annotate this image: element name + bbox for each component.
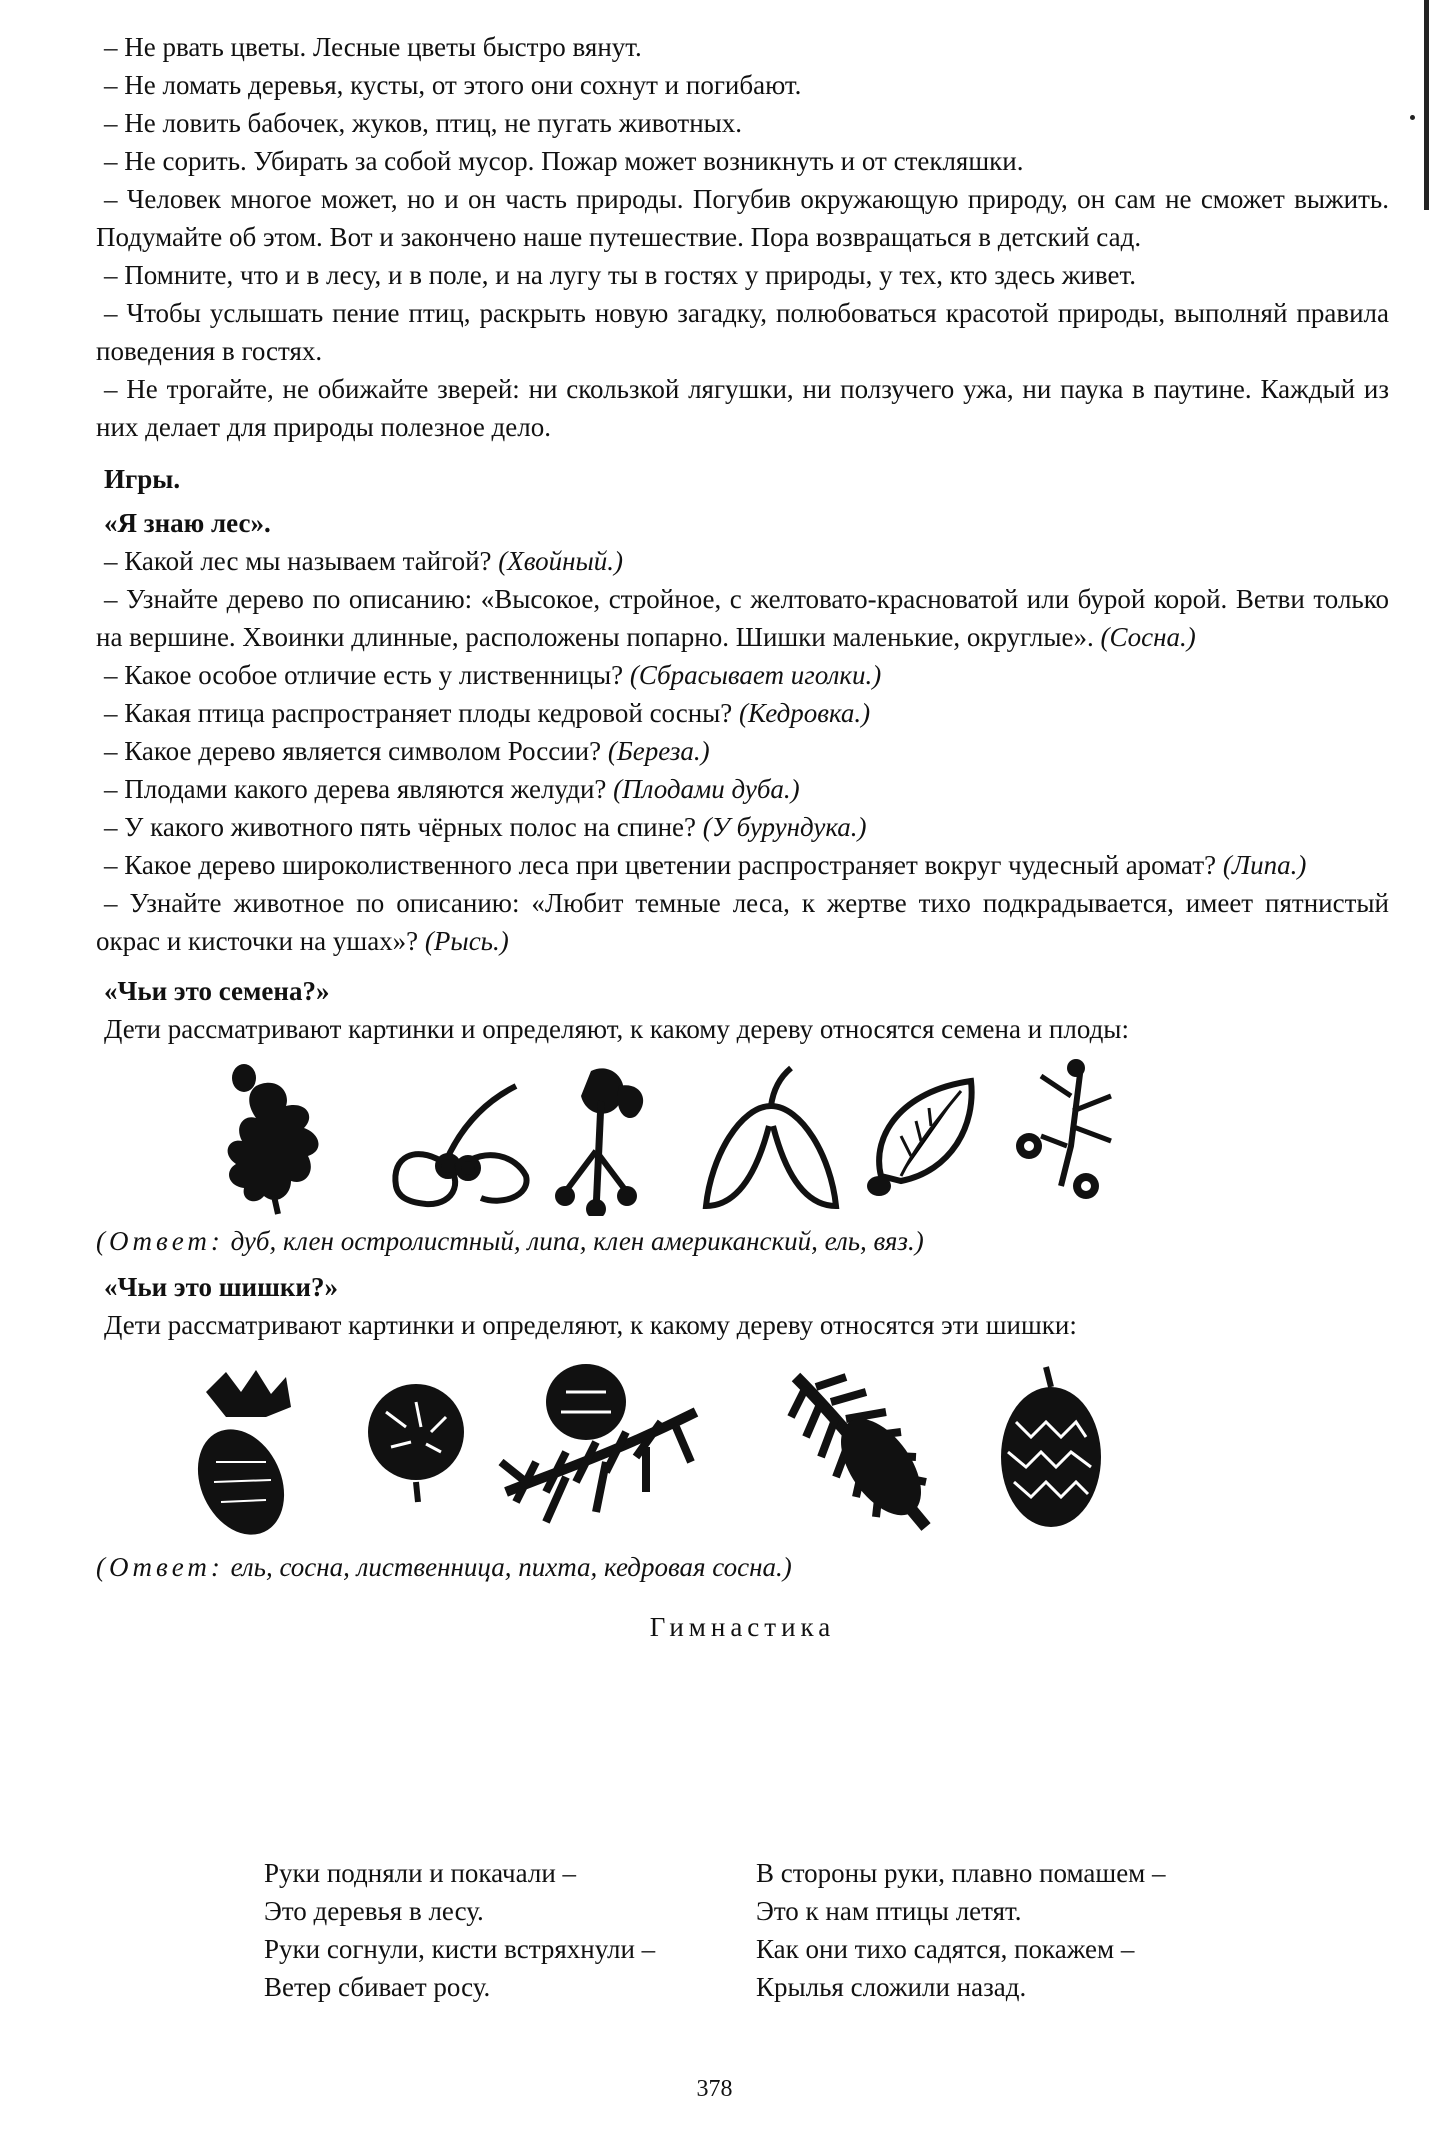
elm-seed-icon bbox=[1016, 1059, 1111, 1199]
oak-leaf-icon bbox=[228, 1064, 319, 1214]
poem-line: В стороны руки, плавно помашем – bbox=[756, 1858, 1166, 1888]
gymnastics-title: Гимнастика bbox=[649, 1612, 836, 1642]
games-heading: Игры. bbox=[104, 464, 181, 494]
spruce-seed-icon bbox=[867, 1081, 972, 1196]
rule-6: – Помните, что и в лесу, и в поле, и на лугу ты в гостях у природы, у тех, кто здесь живет. bbox=[104, 260, 1137, 290]
game1-item: – Узнайте животное по описанию: «Любит темные леса, к жертве тихо подкрадывается, имеет пятнистый окрас и кисточки на ушах»? (Рысь.) bbox=[96, 888, 1389, 956]
poem-line: Ветер сбивает росу. bbox=[264, 1972, 491, 2002]
pine-cone-icon bbox=[368, 1384, 464, 1502]
game1-item: – У какого животного пять чёрных полос на спине? (У бурундука.) bbox=[104, 812, 867, 842]
game1-item: – Какой лес мы называем тайгой? (Хвойный.) bbox=[104, 546, 624, 576]
larch-cone-icon bbox=[501, 1364, 696, 1522]
seeds-figure bbox=[96, 1056, 1389, 1216]
game1-title: «Я знаю лес». bbox=[104, 508, 271, 538]
game2-title: «Чьи это семена?» bbox=[104, 976, 330, 1006]
page-dot-mark bbox=[1410, 115, 1415, 120]
rule-8: – Не трогайте, не обижайте зверей: ни скользкой лягушки, ни ползучего ужа, ни паука в паутине. Каждый из них делает для природы полезное дело. bbox=[96, 374, 1389, 442]
page-number: 378 bbox=[696, 2076, 733, 2102]
seeds-illustration bbox=[96, 1056, 1389, 1216]
game1-item: – Плодами какого дерева являются желуди? (Плодами дуба.) bbox=[104, 774, 800, 804]
poem-line: Руки подняли и покачали – bbox=[264, 1858, 577, 1888]
rule-1: – Не рвать цветы. Лесные цветы быстро вянут. bbox=[104, 32, 642, 62]
rule-2: – Не ломать деревья, кусты, от этого они сохнут и погибают. bbox=[104, 70, 802, 100]
game1-item: – Узнайте дерево по описанию: «Высокое, стройное, с желтовато-красноватой или бурой корой. Ветви только на вершине. Хвоинки длинные, расположены попарно. Шишки маленькие, округлые». (Сосна.) bbox=[96, 584, 1389, 652]
page-edge-mark bbox=[1424, 0, 1429, 210]
poem-line: Это к нам птицы летят. bbox=[756, 1896, 1022, 1926]
game3-answer: (Ответ: ель, сосна, лиственница, пихта, кедровая сосна.) bbox=[96, 1552, 792, 1582]
game1-item: – Какое дерево является символом России? (Береза.) bbox=[104, 736, 710, 766]
rule-7: – Чтобы услышать пение птиц, раскрыть новую загадку, полюбоваться красотой природы, выполняй правила поведения в гостях. bbox=[96, 298, 1389, 366]
game3-intro: Дети рассматривают картинки и определяют, к какому дереву относятся эти шишки: bbox=[104, 1310, 1077, 1340]
game1-item: – Какое дерево широколиственного леса при цветении распространяет вокруг чудесный аромат? (Липа.) bbox=[104, 850, 1307, 880]
linden-seed-icon bbox=[555, 1068, 643, 1216]
maple-seed-icon bbox=[395, 1086, 526, 1204]
rule-3: – Не ловить бабочек, жуков, птиц, не пугать животных. bbox=[104, 108, 743, 138]
game2-intro: Дети рассматривают картинки и определяют, к какому дереву относятся семена и плоды: bbox=[104, 1014, 1129, 1044]
game2-answer: (Ответ: дуб, клен остролистный, липа, клен американский, ель, вяз.) bbox=[96, 1226, 924, 1256]
rule-4: – Не сорить. Убирать за собой мусор. Пожар может возникнуть и от стекляшки. bbox=[104, 146, 1024, 176]
cedar-pine-cone-icon bbox=[1001, 1367, 1101, 1527]
game3-title: «Чьи это шишки?» bbox=[104, 1272, 338, 1302]
poem-line: Как они тихо садятся, покажем – bbox=[756, 1934, 1135, 1964]
poem-line: Это деревья в лесу. bbox=[264, 1896, 484, 1926]
poem-line: Крылья сложили назад. bbox=[756, 1972, 1027, 2002]
text-column bbox=[96, 28, 1389, 1646]
game1-item: – Какое особое отличие есть у лиственницы? (Сбрасывает иголки.) bbox=[104, 660, 882, 690]
poem-line: Руки согнули, кисти встряхнули – bbox=[264, 1934, 656, 1964]
cones-figure bbox=[96, 1352, 1389, 1542]
poem-right-column bbox=[756, 1854, 1166, 2006]
game1-item: – Какая птица распространяет плоды кедровой сосны? (Кедровка.) bbox=[104, 698, 871, 728]
spruce-cone-icon bbox=[182, 1370, 301, 1542]
poem-left-column bbox=[264, 1854, 655, 2006]
fir-cone-icon bbox=[791, 1377, 937, 1529]
cones-illustration bbox=[96, 1352, 1389, 1542]
rule-5: – Человек многое может, но и он часть природы. Погубив окружающую природу, он сам не сможет выжить. Подумайте об этом. Вот и закончено наше путешествие. Пора возвращаться в детский сад. bbox=[96, 184, 1389, 252]
american-maple-seed-icon bbox=[706, 1068, 836, 1206]
